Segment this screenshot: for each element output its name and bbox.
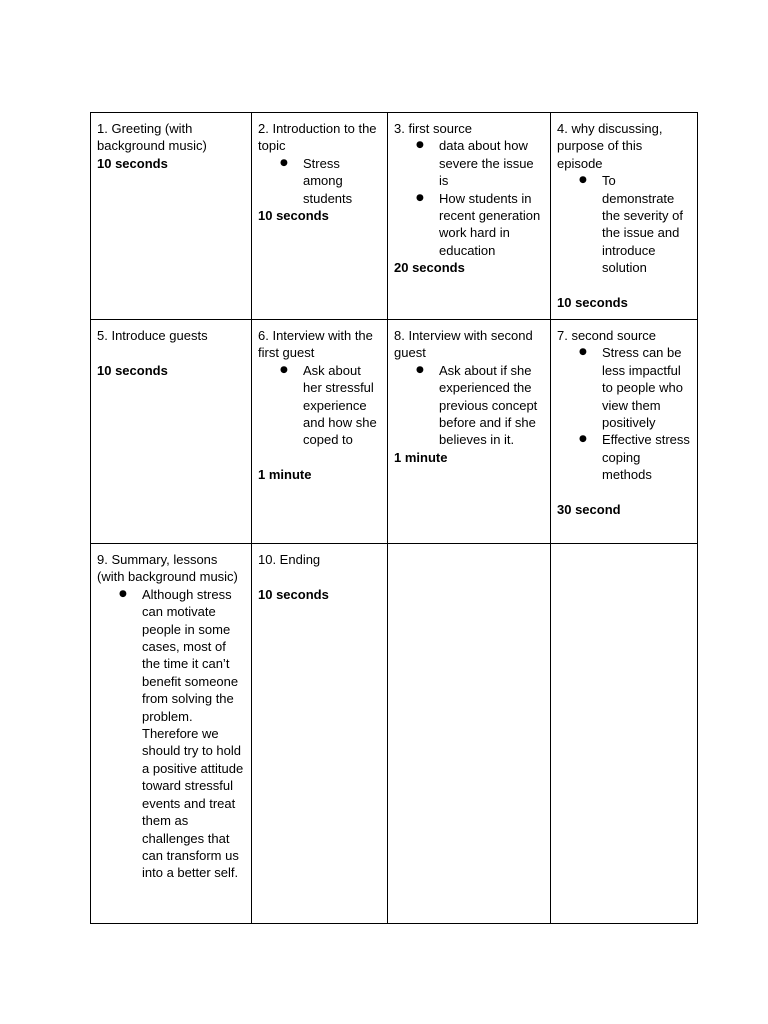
table-cell-introduction bbox=[252, 113, 388, 320]
bullet-list bbox=[258, 362, 381, 449]
bullet-item: ● Effective stress coping methods bbox=[557, 431, 691, 483]
cell-title: 3. first source bbox=[394, 121, 473, 136]
table-cell-summary bbox=[91, 544, 252, 924]
cell-duration: 10 seconds bbox=[557, 295, 628, 311]
table-cell-second-source bbox=[551, 320, 698, 544]
bullet-list bbox=[97, 586, 245, 882]
table-cell-greeting bbox=[91, 113, 252, 320]
cell-duration: 30 second bbox=[557, 502, 621, 518]
cell-title: 10. Ending bbox=[258, 552, 321, 567]
table-cell-introduce-guests bbox=[91, 320, 252, 544]
bullet-list bbox=[557, 172, 691, 276]
episode-plan-table bbox=[90, 112, 698, 924]
bullet-list bbox=[394, 137, 544, 259]
bullet-list bbox=[557, 344, 691, 483]
cell-title: 1. Greeting (with background music) bbox=[97, 121, 207, 154]
bullet-list bbox=[258, 155, 381, 207]
bullet-item: ● To demonstrate the severity of the issue and introduce solution bbox=[557, 172, 691, 276]
bullet-item: ● data about how severe the issue is bbox=[394, 137, 544, 189]
cell-duration: 10 seconds bbox=[258, 208, 329, 224]
cell-title: 8. Interview with second guest bbox=[394, 328, 533, 361]
bullet-item: ● Stress can be less impactful to people who view them positively bbox=[557, 344, 691, 431]
cell-title: 4. why discussing, purpose of this episode bbox=[557, 121, 663, 171]
cell-duration: 1 minute bbox=[394, 449, 448, 465]
table-cell-first-guest-interview bbox=[252, 320, 388, 544]
cell-duration: 20 seconds bbox=[394, 260, 465, 276]
cell-title: 6. Interview with the first guest bbox=[258, 328, 373, 361]
table-cell-ending bbox=[252, 544, 388, 924]
cell-title: 5. Introduce guests bbox=[97, 328, 208, 343]
table-cell-purpose bbox=[551, 113, 698, 320]
cell-title: 9. Summary, lessons (with background music) bbox=[97, 552, 238, 585]
cell-duration: 10 seconds bbox=[97, 362, 168, 378]
bullet-item: ● Stress among students bbox=[258, 155, 381, 207]
bullet-item: ● Ask about her stressful experience and how she coped to bbox=[258, 362, 381, 449]
table-cell-empty bbox=[551, 544, 698, 924]
cell-duration: 10 seconds bbox=[258, 586, 329, 602]
bullet-item: ● Ask about if she experienced the previous concept before and if she believes in it. bbox=[394, 362, 544, 449]
table-cell-second-guest-interview bbox=[388, 320, 551, 544]
bullet-item: ● How students in recent generation work hard in education bbox=[394, 190, 544, 260]
table-cell-empty bbox=[388, 544, 551, 924]
bullet-list bbox=[394, 362, 544, 449]
cell-duration: 10 seconds bbox=[97, 155, 168, 171]
cell-title: 2. Introduction to the topic bbox=[258, 121, 377, 154]
cell-duration: 1 minute bbox=[258, 467, 312, 483]
cell-title: 7. second source bbox=[557, 328, 657, 343]
bullet-item: ● Although stress can motivate people in some cases, most of the time it can’t benefit someone from solving the problem. Therefore we should try to hold a positive attitude toward stressful events and treat them as challenges that can transform us into a better self. bbox=[97, 586, 245, 882]
table-cell-first-source bbox=[388, 113, 551, 320]
